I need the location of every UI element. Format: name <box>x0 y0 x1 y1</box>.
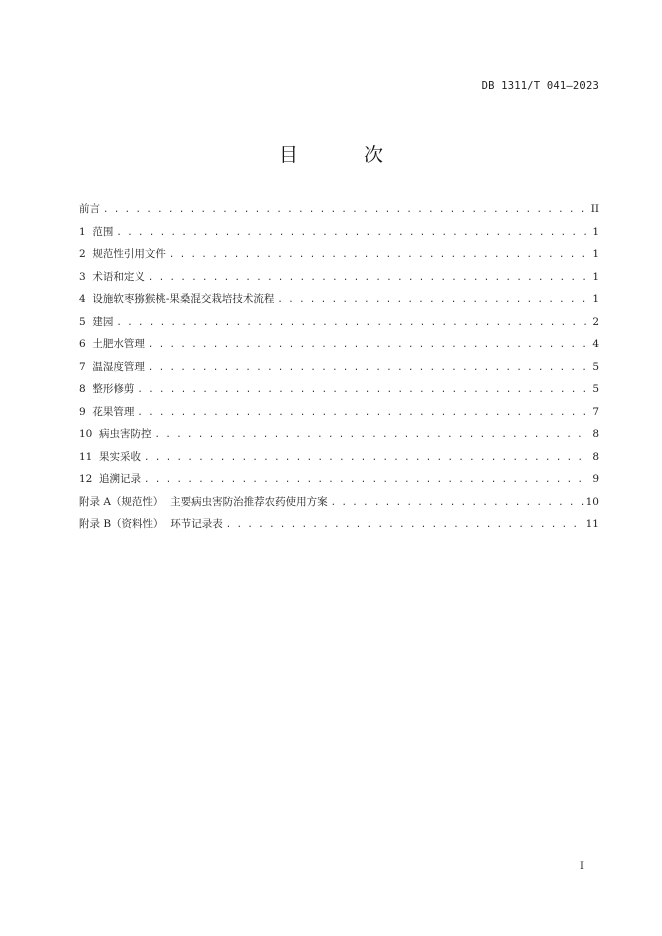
toc-entry-page: 4 <box>592 338 599 350</box>
toc-entry-number: 11 <box>79 450 100 463</box>
toc-entry-12[interactable] <box>79 471 599 494</box>
toc-entry-page: 1 <box>592 248 599 260</box>
toc-entry-9[interactable] <box>79 404 599 427</box>
dot-leader <box>116 225 589 241</box>
toc-entry-number: 9 <box>79 405 93 418</box>
toc-entry-page: II <box>590 203 599 215</box>
toc-entry-3[interactable] <box>79 269 599 292</box>
table-of-contents <box>79 201 599 539</box>
toc-entry-number: 4 <box>79 293 93 305</box>
toc-entry-label: 术语和定义 <box>92 270 145 283</box>
dot-leader <box>148 270 589 286</box>
toc-entry-label: 设施软枣猕猴桃-果桑混交栽培技术流程 <box>92 293 275 305</box>
toc-entry-4[interactable] <box>79 291 599 314</box>
toc-entry-number: 7 <box>79 360 93 373</box>
toc-entry-page: 1 <box>592 293 599 305</box>
toc-entry-number: 1 <box>79 225 93 238</box>
toc-entry-label: 追溯记录 <box>99 473 142 485</box>
dot-leader <box>331 495 584 511</box>
toc-entry-7[interactable] <box>79 359 599 382</box>
toc-entry-number: 5 <box>79 315 93 328</box>
toc-entry-page: 11 <box>585 518 599 530</box>
dot-leader <box>148 360 589 376</box>
document-code: DB 1311/T 041—2023 <box>481 80 599 92</box>
toc-entry-page: 1 <box>592 270 599 283</box>
page-number: I <box>580 861 584 872</box>
dot-leader <box>137 382 589 398</box>
toc-entry-1[interactable] <box>79 224 599 247</box>
toc-entry-8[interactable] <box>79 381 599 404</box>
toc-entry-label: 果实采收 <box>99 450 142 463</box>
toc-entry-appendix-a[interactable] <box>79 494 599 517</box>
toc-entry-number: 3 <box>79 270 93 283</box>
toc-entry-appendix-b[interactable] <box>79 516 599 539</box>
toc-entry-6[interactable] <box>79 336 599 359</box>
toc-entry-number: 10 <box>79 428 100 440</box>
toc-entry-10[interactable] <box>79 426 599 449</box>
toc-entry-number: 2 <box>79 248 93 260</box>
dot-leader <box>144 450 589 466</box>
toc-entry-page: 5 <box>592 360 599 373</box>
toc-entry-foreword[interactable] <box>79 201 599 224</box>
dot-leader <box>137 405 589 421</box>
toc-entry-5[interactable] <box>79 314 599 337</box>
dot-leader <box>169 247 589 263</box>
dot-leader <box>144 472 589 488</box>
toc-entry-label: 建园 <box>92 315 114 328</box>
toc-entry-11[interactable] <box>79 449 599 472</box>
dot-leader <box>155 427 589 443</box>
dot-leader <box>226 517 584 533</box>
toc-entry-label: 规范性引用文件 <box>92 248 166 260</box>
toc-entry-label: 温湿度管理 <box>92 360 145 373</box>
toc-entry-page: 7 <box>592 405 599 418</box>
toc-entry-page: 5 <box>592 383 599 395</box>
toc-entry-page: 9 <box>592 473 599 485</box>
toc-entry-label: 附录 B（资料性） 环节记录表 <box>79 518 223 530</box>
dot-leader <box>277 292 589 308</box>
toc-entry-number: 8 <box>79 383 93 395</box>
toc-entry-number: 6 <box>79 338 93 350</box>
dot-leader <box>103 202 589 218</box>
toc-entry-page: 1 <box>592 225 599 238</box>
toc-entry-label: 整形修剪 <box>92 383 135 395</box>
toc-entry-page: 10 <box>585 495 599 508</box>
toc-entry-page: 2 <box>592 315 599 328</box>
toc-entry-page: 8 <box>592 450 599 463</box>
toc-entry-label: 病虫害防控 <box>99 428 152 440</box>
page-title: 目 次 <box>278 144 414 166</box>
toc-entry-2[interactable] <box>79 246 599 269</box>
toc-entry-label: 前言 <box>79 203 100 215</box>
toc-entry-label: 范围 <box>92 225 114 238</box>
toc-entry-label: 花果管理 <box>92 405 135 418</box>
dot-leader <box>116 315 589 331</box>
toc-entry-number: 12 <box>79 473 100 485</box>
toc-entry-label: 附录 A（规范性） 主要病虫害防治推荐农药使用方案 <box>79 495 328 508</box>
toc-entry-label: 土肥水管理 <box>92 338 145 350</box>
toc-entry-page: 8 <box>592 428 599 440</box>
dot-leader <box>148 337 589 353</box>
